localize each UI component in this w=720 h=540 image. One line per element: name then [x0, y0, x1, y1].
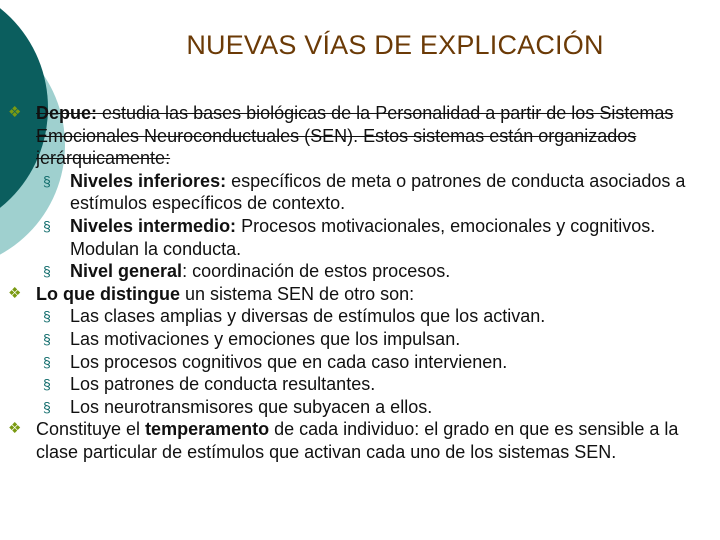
depue-description: estudia las bases biológicas de la Personalidad a partir de los Sistemas Emocionales Neuroconductuales (SEN). Estos sistemas están organizados jerárquicamente:: [36, 103, 674, 169]
distingue-term: Lo que distingue: [36, 283, 180, 304]
distingue-text: un sistema SEN de otro son:: [180, 283, 415, 304]
sub-bullet-clases: [0, 305, 720, 328]
section-sign-bullet-icon: §: [43, 217, 51, 234]
depue-text: [36, 103, 673, 168]
section-sign-bullet-icon: §: [43, 376, 51, 393]
slide-title: NUEVAS VÍAS DE EXPLICACIÓN: [186, 30, 604, 60]
temperamento-term: temperamento: [145, 419, 270, 440]
section-sign-bullet-icon: §: [43, 172, 51, 189]
diamond-flower-bullet-icon: ❖: [8, 420, 22, 438]
section-sign-bullet-icon: §: [43, 353, 51, 370]
sub-bullet-niveles-inferiores: [0, 170, 720, 215]
temperamento-text: de cada individuo: el grado en que es sensible a la clase particular de estímulos que activan cada uno de los sistemas SEN.: [36, 419, 679, 462]
motivaciones-text: Las motivaciones y emociones que los impulsan.: [70, 328, 461, 349]
bullet-distingue: [0, 283, 720, 306]
niveles-intermedio-text: Procesos motivacionales, emocionales y cognitivos. Modulan la conducta.: [70, 215, 656, 259]
niveles-intermedio-term: Niveles intermedio:: [70, 215, 237, 236]
sub-bullet-procesos: [0, 351, 720, 374]
diamond-flower-bullet-icon: ❖: [8, 104, 22, 121]
bullet-temperamento: [0, 418, 720, 463]
sub-bullet-neurotransmisores: [0, 396, 720, 419]
niveles-inferiores-text: específicos de meta o patrones de conducta asociados a estímulos específicos de contexto.: [70, 170, 686, 214]
sub-bullet-motivaciones: [0, 328, 720, 351]
sub-bullet-patrones: [0, 373, 720, 396]
depue-term: Depue:: [36, 103, 98, 123]
nivel-general-term: Nivel general: [70, 261, 183, 282]
procesos-text: Los procesos cognitivos que en cada caso intervienen.: [70, 351, 508, 372]
slide-body: [0, 102, 720, 464]
temperamento-pre: Constituye el: [36, 419, 146, 440]
neurotransmisores-text: Los neurotransmisores que subyacen a ellos.: [70, 396, 433, 417]
patrones-text: Los patrones de conducta resultantes.: [70, 374, 376, 395]
sub-bullet-nivel-general: [0, 260, 720, 283]
diamond-flower-bullet-icon: ❖: [8, 284, 22, 302]
section-sign-bullet-icon: §: [43, 263, 51, 280]
clases-text: Las clases amplias y diversas de estímulos que los activan.: [70, 306, 546, 327]
sub-bullet-niveles-intermedio: [0, 215, 720, 260]
niveles-inferiores-term: Niveles inferiores:: [70, 170, 227, 191]
bullet-depue: [0, 102, 720, 170]
section-sign-bullet-icon: §: [43, 398, 51, 415]
nivel-general-text: : coordinación de estos procesos.: [182, 261, 451, 282]
section-sign-bullet-icon: §: [43, 308, 51, 325]
section-sign-bullet-icon: §: [43, 330, 51, 347]
